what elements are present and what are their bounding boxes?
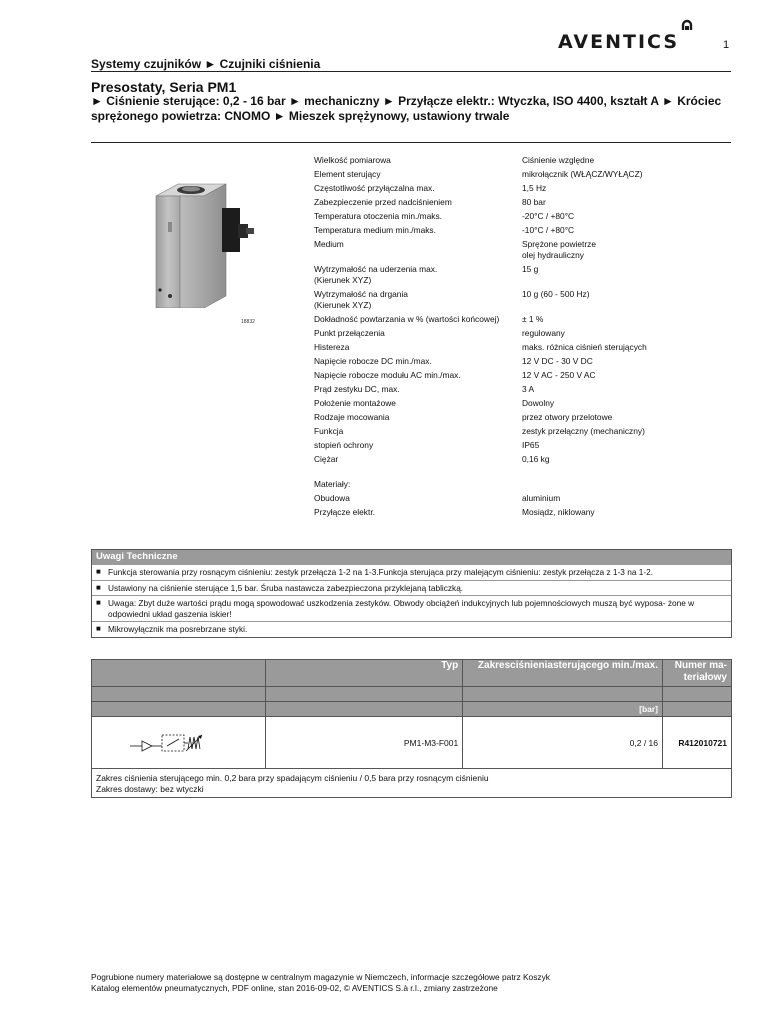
table-cell <box>663 687 732 702</box>
table-header-number: Numer ma- teriałowy <box>663 660 732 687</box>
spec-value: Mosiądz, niklowany <box>522 507 595 517</box>
product-table <box>91 659 732 798</box>
spec-label: Położenie montażowe <box>314 398 396 408</box>
spec-label: Histereza <box>314 342 350 352</box>
table-cell <box>663 702 732 717</box>
spec-label: Obudowa <box>314 493 350 503</box>
spec-row <box>314 264 734 286</box>
note-item <box>92 621 731 637</box>
note-text: Ustawiony na ciśnienie sterujące 1,5 bar. Śruba nastawcza zabezpieczona przyklejaną tabliczką. <box>108 582 464 593</box>
spec-value: ± 1 % <box>522 314 544 324</box>
spec-row <box>314 183 734 194</box>
spec-value: przez otwory przelotowe <box>522 412 613 422</box>
spec-row <box>314 289 734 311</box>
image-code: 18832 <box>241 319 255 325</box>
divider <box>91 71 731 72</box>
spec-value: mikrołącznik (WŁĄCZ/WYŁĄCZ) <box>522 169 643 179</box>
spec-row <box>314 370 734 381</box>
table-cell <box>92 702 266 717</box>
spec-label: Funkcja <box>314 426 344 436</box>
spec-value: 15 g <box>522 264 539 274</box>
brand-logo <box>558 18 694 54</box>
spec-value: 0,16 kg <box>522 454 550 464</box>
spec-label: Częstotliwość przyłączalna max. <box>314 183 435 193</box>
pneumatic-symbol-cell <box>92 717 266 769</box>
pressure-switch-symbol-icon <box>128 729 228 755</box>
page-subtitle: ► Ciśnienie sterujące: 0,2 - 16 bar ► mechaniczny ► Przyłącze elektr.: Wtyczka, ISO 4400, kształt A ► Króciec sprężonego powietrza: CNOMO ► Mieszek sprężynowy, ustawiony trwale <box>91 94 722 123</box>
spec-row <box>314 197 734 208</box>
notes-heading: Uwagi Techniczne <box>92 550 731 564</box>
note-item <box>92 595 731 621</box>
page-footer <box>91 972 550 994</box>
note-text: Uwaga: Zbyt duże wartości prądu mogą spowodować uszkodzenia zestyków. Obwody obciążeń indukcyjnych lub pojemnościowych muszą być wyposa- żone w odpowiedni układ gaszenia iskier! <box>108 598 695 619</box>
spec-label: Prąd zestyku DC, max. <box>314 384 400 394</box>
square-bullet-icon: ■ <box>96 582 101 592</box>
spec-label: Temperatura otoczenia min./maks. <box>314 211 443 221</box>
spec-label: Zabezpieczenie przed nadciśnieniem <box>314 197 452 207</box>
spec-value: Ciśnienie względne <box>522 155 595 165</box>
table-header-range: Zakresciśnieniasterującego min./max. <box>463 660 663 687</box>
spec-label: Rodzaje mocowania <box>314 412 390 422</box>
technical-notes <box>91 549 732 638</box>
spec-label: Element sterujący <box>314 169 381 179</box>
table-footnotes <box>92 769 732 798</box>
square-bullet-icon: ■ <box>96 567 101 576</box>
footnote-1: Zakres ciśnienia sterującego min. 0,2 bara przy spadającym ciśnieniu / 0,5 bara przy rosnącym ciśnieniu <box>96 773 489 783</box>
note-item <box>92 564 731 580</box>
spec-row <box>314 239 734 261</box>
spec-label: Napięcie robocze modułu AC min./max. <box>314 370 461 380</box>
spec-row <box>314 211 734 222</box>
spec-value: 10 g (60 - 500 Hz) <box>522 289 590 299</box>
spec-label: Wytrzymałość na drgania (Kierunek XYZ) <box>314 289 408 310</box>
spec-value: maks. różnica ciśnień sterujących <box>522 342 647 352</box>
spec-row <box>314 440 734 451</box>
spec-value: Dowolny <box>522 398 555 408</box>
table-cell <box>265 687 462 702</box>
material-number: R412010721 <box>663 717 732 769</box>
spec-value: IP65 <box>522 440 540 450</box>
note-item <box>92 580 731 596</box>
spec-label: Dokładność powtarzania w % (wartości końcowej) <box>314 314 500 324</box>
spec-label: Punkt przełączenia <box>314 328 385 338</box>
spec-value: aluminium <box>522 493 561 503</box>
table-cell <box>92 687 266 702</box>
spec-row <box>314 342 734 353</box>
spec-row <box>314 314 734 325</box>
square-bullet-icon: ■ <box>96 624 101 633</box>
breadcrumb: Systemy czujników ► Czujniki ciśnienia <box>91 57 321 71</box>
spec-value: 3 A <box>522 384 535 394</box>
spec-row <box>314 169 734 180</box>
note-text: Mikrowyłącznik ma posrebrzane styki. <box>108 624 248 634</box>
product-image <box>148 178 270 308</box>
table-cell <box>265 702 462 717</box>
spec-row <box>314 507 734 518</box>
spec-row <box>314 155 734 166</box>
spec-value: 80 bar <box>522 197 546 207</box>
pressure-range: 0,2 / 16 <box>463 717 663 769</box>
spec-row <box>314 384 734 395</box>
spec-label: Ciężar <box>314 454 339 464</box>
spec-row <box>314 225 734 236</box>
spec-label: Napięcie robocze DC min./max. <box>314 356 432 366</box>
materials-heading: Materiały: <box>314 479 351 489</box>
table-row <box>92 717 732 769</box>
spec-row <box>314 426 734 437</box>
spec-row <box>314 398 734 409</box>
aventics-mark-icon <box>680 18 694 42</box>
divider <box>91 142 731 143</box>
spec-row <box>314 454 734 465</box>
spec-label: Wytrzymałość na uderzenia max. (Kierunek XYZ) <box>314 264 438 285</box>
footer-line-2: Katalog elementów pneumatycznych, PDF online, stan 2016-09-02, © AVENTICS S.à r.l., zmiany zastrzeżone <box>91 983 498 993</box>
spec-label: Wielkość pomiarowa <box>314 155 391 165</box>
footnote-2: Zakres dostawy: bez wtyczki <box>96 784 204 794</box>
table-unit: [bar] <box>463 702 663 717</box>
spec-value: 1,5 Hz <box>522 183 547 193</box>
spec-value: -10°C / +80°C <box>522 225 575 235</box>
brand-name: AVENTICS <box>558 31 680 53</box>
table-cell <box>463 687 663 702</box>
spec-value: zestyk przełączny (mechaniczny) <box>522 426 645 436</box>
spec-value: 12 V DC - 30 V DC <box>522 356 593 366</box>
spec-list <box>314 155 734 521</box>
spec-label: Medium <box>314 239 344 249</box>
spec-label: Temperatura medium min./maks. <box>314 225 436 235</box>
spec-value: -20°C / +80°C <box>522 211 575 221</box>
spec-row <box>314 412 734 423</box>
spec-label: Przyłącze elektr. <box>314 507 375 517</box>
note-text: Funkcja sterowania przy rosnącym ciśnieniu: zestyk przełącza 1-2 na 1-3.Funkcja sterująca przy malejącym ciśnieniu: zestyk przełącza z 1-3 na 1-2. <box>108 567 654 577</box>
page-title: Presostaty, Seria PM1 <box>91 79 237 95</box>
table-header-symbol <box>92 660 266 687</box>
spec-row <box>314 493 734 504</box>
product-type: PM1-M3-F001 <box>265 717 462 769</box>
spec-value: Sprężone powietrze olej hydrauliczny <box>522 239 597 260</box>
square-bullet-icon: ■ <box>96 598 101 607</box>
spec-value: regulowany <box>522 328 565 338</box>
spec-label: stopień ochrony <box>314 440 374 450</box>
page-number: 1 <box>723 39 730 51</box>
footer-line-1: Pogrubione numery materiałowe są dostępne w centralnym magazynie w Niemczech, informacje szczegółowe patrz Koszyk <box>91 972 550 982</box>
spec-value: 12 V AC - 250 V AC <box>522 370 596 380</box>
table-header-typ: Typ <box>265 660 462 687</box>
spec-row <box>314 328 734 339</box>
spec-row <box>314 356 734 367</box>
